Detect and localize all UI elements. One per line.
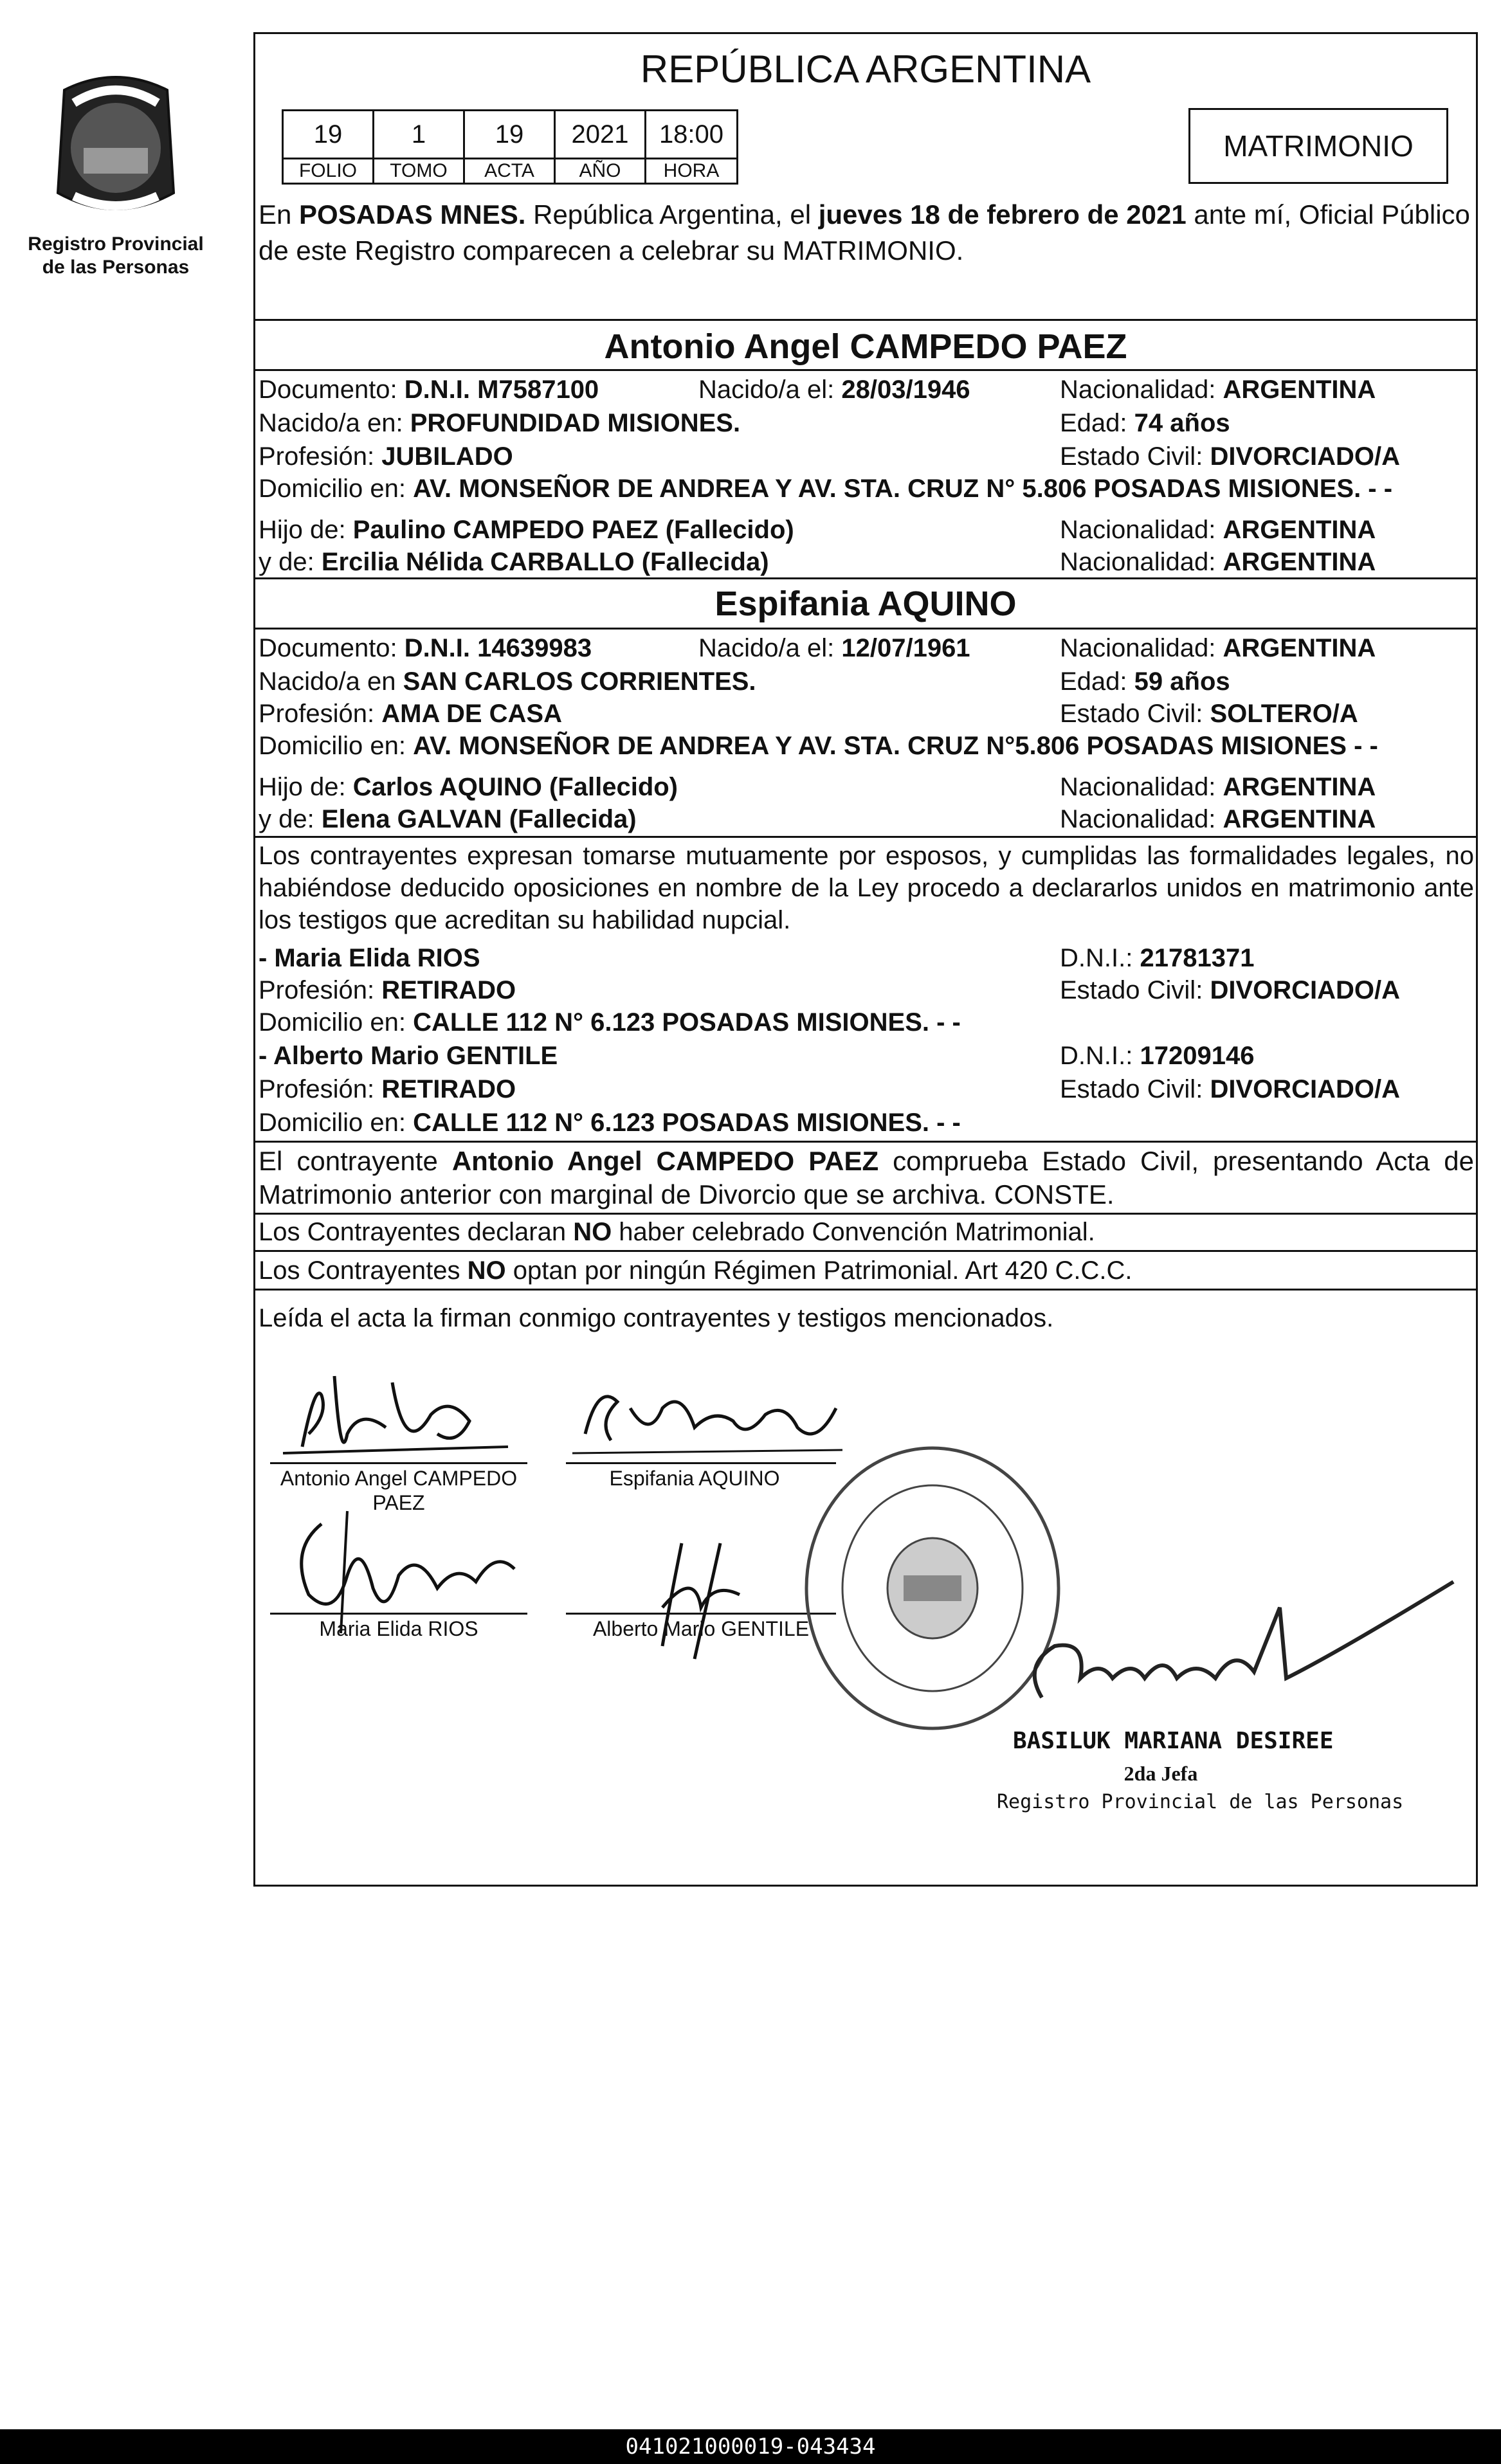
country-title: REPÚBLICA ARGENTINA [640,48,1091,91]
signature-name-maria: Maria Elida RIOS [319,1617,478,1640]
convention-statement: Los Contrayentes declaran NO haber celebrado Convención Matrimonial. [259,1218,1095,1246]
spouse2-profession: Profesión: AMA DE CASA [259,700,562,728]
spouse2-name: Espifania AQUINO [714,584,1017,623]
hour-cell: 18:00 [644,109,738,159]
signature-line [270,1462,527,1464]
closing-statement: Leída el acta la firman conmigo contrayentes y testigos mencionados. [259,1304,1054,1332]
registry-logo [39,64,193,231]
signature-antonio [277,1357,521,1472]
year-cell: 2021 [554,109,646,159]
folio-cell: 19 [282,109,374,159]
divider [253,628,1478,630]
divider [253,1250,1478,1252]
witness2-dni: D.N.I.: 17209146 [1060,1042,1255,1070]
province-seal-icon [39,64,193,231]
folio-label: FOLIO [282,158,374,185]
divider [253,1289,1478,1291]
spouse2-nationality: Nacionalidad: ARGENTINA [1060,634,1376,662]
divider [253,1213,1478,1215]
spouse1-mother: y de: Ercilia Nélida CARBALLO (Fallecida) [259,548,769,576]
spouse1-birthdate: Nacido/a el: 28/03/1946 [698,376,970,404]
witness2-profession: Profesión: RETIRADO [259,1075,516,1103]
act-type-box: MATRIMONIO [1188,108,1448,184]
witness1-civil-status: Estado Civil: DIVORCIADO/A [1060,976,1401,1004]
spouse1-civil-status: Estado Civil: DIVORCIADO/A [1060,442,1401,471]
document-code: 041021000019-043434 [0,2429,1501,2464]
divider [253,836,1478,838]
divider [253,577,1478,579]
spouse2-address: Domicilio en: AV. MONSEÑOR DE ANDREA Y AV. STA. CRUZ N°5.806 POSADAS MISIONES - - [259,732,1378,760]
spouse2-mother-nationality: Nacionalidad: ARGENTINA [1060,805,1376,833]
acta-cell: 19 [463,109,556,159]
spouse2-birthdate: Nacido/a el: 12/07/1961 [698,634,970,662]
spouse1-document: Documento: D.N.I. M7587100 [259,376,599,404]
spouse1-name: Antonio Angel CAMPEDO PAEZ [604,327,1127,366]
spouse2-civil-status: Estado Civil: SOLTERO/A [1060,700,1358,728]
civil-status-note: El contrayente Antonio Angel CAMPEDO PAEZ comprueba Estado Civil, presentando Acta de Matrimonio anterior con marginal de Divorcio que se archiva. CONSTE. [259,1146,1474,1209]
marriage-declaration: Los contrayentes expresan tomarse mutuamente por esposos, y cumplidas las formalidades legales, no habiéndose deducido oposiciones en nombre de la Ley procedo a declararlos unidos en matrimonio ante los testigos que acreditan su habilidad nupcial. [259,842,1474,934]
witness2-name: - Alberto Mario GENTILE [259,1042,558,1070]
signature-line [270,1613,527,1615]
hour-label: HORA [644,158,738,185]
signature-name-antonio: Antonio Angel CAMPEDO [280,1467,518,1490]
year-label: AÑO [554,158,646,185]
official-name: BASILUK MARIANA DESIREE [1013,1728,1334,1754]
spouse1-address: Domicilio en: AV. MONSEÑOR DE ANDREA Y AV. STA. CRUZ N° 5.806 POSADAS MISIONES. - - [259,475,1393,503]
spouse2-birthplace: Nacido/a en SAN CARLOS CORRIENTES. [259,667,756,696]
act-register-table [282,109,738,186]
divider [253,1141,1478,1143]
official-role: 2da Jefa [1123,1762,1198,1785]
divider [253,319,1478,321]
spouse2-document: Documento: D.N.I. 14639983 [259,634,592,662]
spouse1-father-nationality: Nacionalidad: ARGENTINA [1060,516,1376,544]
divider [253,369,1478,371]
witness1-name: - Maria Elida RIOS [259,944,480,972]
spouse1-father: Hijo de: Paulino CAMPEDO PAEZ (Fallecido) [259,516,794,544]
logo-caption-line1: Registro Provincial [28,233,204,255]
acta-label: ACTA [463,158,556,185]
witness1-dni: D.N.I.: 21781371 [1060,944,1255,972]
signature-line [566,1462,836,1464]
spouse1-birthplace: Nacido/a en: PROFUNDIDAD MISIONES. [259,409,741,437]
logo-caption-line2: de las Personas [42,257,190,278]
signature-line [566,1613,836,1615]
regime-statement: Los Contrayentes NO optan por ningún Régimen Patrimonial. Art 420 C.C.C. [259,1256,1133,1285]
signature-name-alberto: Alberto Mario GENTILE [592,1617,810,1640]
spouse1-nationality: Nacionalidad: ARGENTINA [1060,376,1376,404]
signature-official [1003,1569,1466,1736]
tomo-cell: 1 [372,109,465,159]
signature-name-antonio-line2: PAEZ [372,1491,425,1514]
spouse2-age: Edad: 59 años [1060,667,1230,696]
spouse1-profession: Profesión: JUBILADO [259,442,513,471]
spouse2-father-nationality: Nacionalidad: ARGENTINA [1060,773,1376,801]
official-office: Registro Provincial de las Personas [997,1791,1404,1813]
signature-name-espifania: Espifania AQUINO [609,1467,780,1490]
spouse2-mother: y de: Elena GALVAN (Fallecida) [259,805,637,833]
spouse2-father: Hijo de: Carlos AQUINO (Fallecido) [259,773,678,801]
spouse1-age: Edad: 74 años [1060,409,1230,437]
tomo-label: TOMO [372,158,465,185]
witness2-civil-status: Estado Civil: DIVORCIADO/A [1060,1075,1401,1103]
witness1-address: Domicilio en: CALLE 112 N° 6.123 POSADAS MISIONES. - - [259,1008,961,1037]
witness2-address: Domicilio en: CALLE 112 N° 6.123 POSADAS MISIONES. - - [259,1109,961,1137]
witness1-profession: Profesión: RETIRADO [259,976,516,1004]
intro-text: En POSADAS MNES. República Argentina, el jueves 18 de febrero de 2021 ante mí, Oficial Público de este Registro comparecen a celebrar su MATRIMONIO. [259,199,1470,266]
spouse1-mother-nationality: Nacionalidad: ARGENTINA [1060,548,1376,576]
signature-alberto [592,1517,823,1672]
